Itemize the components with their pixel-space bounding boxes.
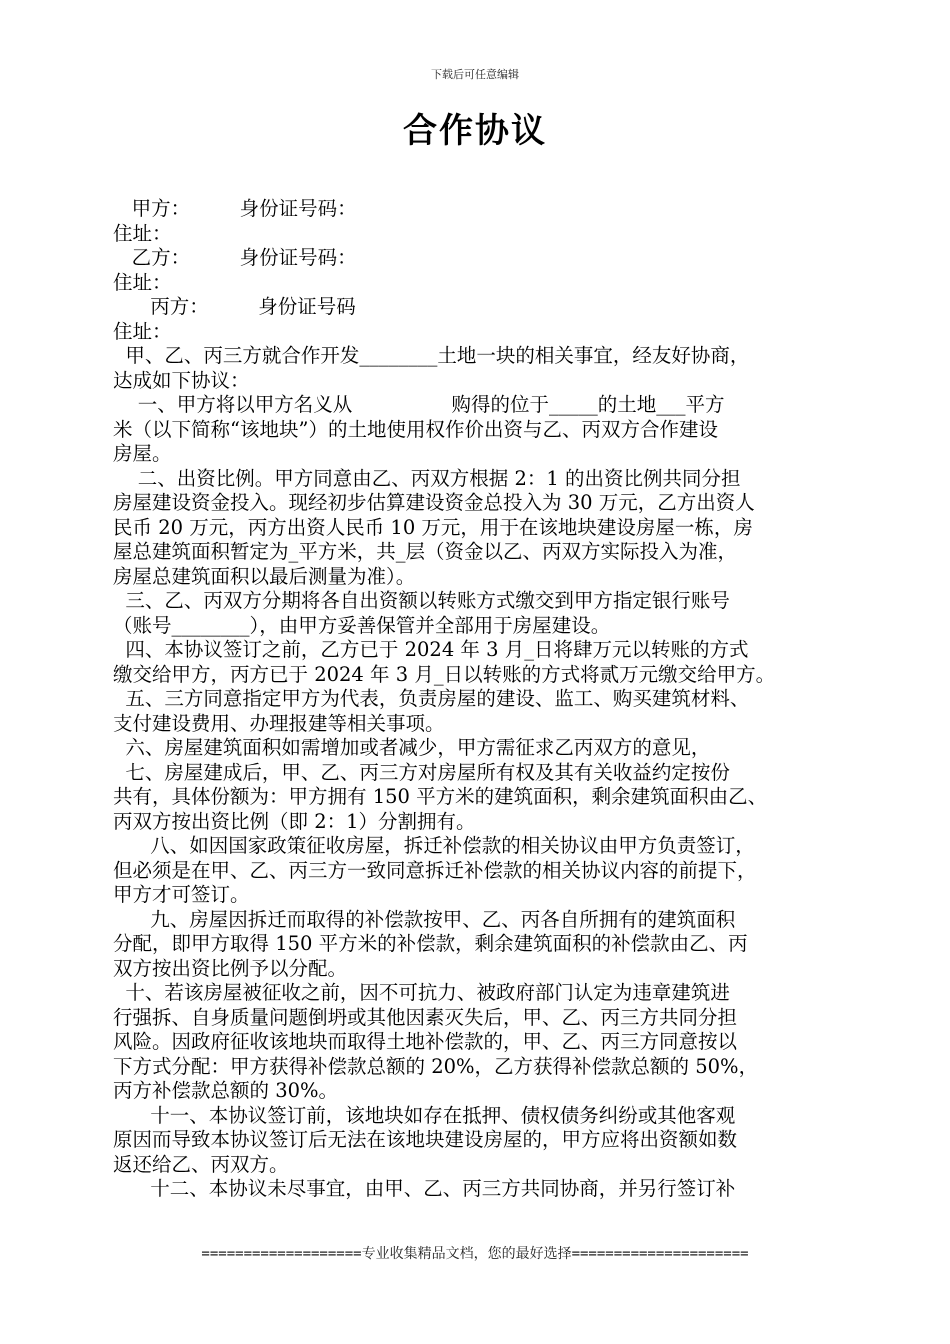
body-line: 三、乙、丙双方分期将各自出资额以转账方式缴交到甲方指定银行账号: [113, 589, 730, 612]
body-line: 房屋总建筑面积以最后测量为准）。: [113, 564, 416, 588]
body-line: 二、出资比例。甲方同意由乙、丙双方根据 2：1 的出资比例共同分担: [113, 466, 741, 490]
body-line: （账号________），由甲方妥善保管并全部用于房屋建设。: [113, 613, 611, 637]
body-line: 九、房屋因拆迁而取得的补偿款按甲、乙、丙各自所拥有的建筑面积: [113, 907, 736, 931]
body-line: 住址：: [113, 221, 172, 245]
body-line: 丙方补偿款总额的 30%。: [113, 1079, 339, 1102]
body-line: 缴交给甲方，丙方已于 2024 年 3 月_日以转账的方式将贰万元缴交给甲方。: [113, 662, 776, 686]
body-line: 达成如下协议：: [113, 368, 250, 392]
body-line: 十二、本协议未尽事宜，由甲、乙、丙三方共同协商，并另行签订补: [113, 1177, 736, 1200]
body-line: 屋总建筑面积暂定为_平方米，共_层（资金以乙、丙双方实际投入为准，: [113, 540, 738, 563]
body-line: 甲方： 身份证号码：: [113, 197, 357, 220]
body-line: 五、三方同意指定甲方为代表，负责房屋的建设、监工、购买建筑材料、: [113, 687, 750, 710]
body-line: 丙双方按出资比例（即 2：1）分割拥有。: [113, 809, 476, 833]
body-line: 米（以下简称“该地块”）的土地使用权作价出资与乙、丙双方合作建设: [113, 417, 718, 441]
body-line: 房屋建设资金投入。现经初步估算建设资金总投入为 30 万元，乙方出资人: [113, 491, 755, 514]
body-line: 乙方： 身份证号码：: [113, 246, 357, 269]
body-line: 四、本协议签订之前，乙方已于 2024 年 3 月_日将肆万元以转账的方式: [113, 638, 749, 661]
body-line: 但必须是在甲、乙、丙三方一致同意拆迁补偿款的相关协议内容的前提下，: [113, 858, 757, 882]
body-line: 丙方： 身份证号码: [113, 295, 356, 318]
body-line: 十、若该房屋被征收之前，因不可抗力、被政府部门认定为违章建筑进: [113, 981, 730, 1004]
header-note: 下载后可任意编辑: [431, 68, 519, 81]
body-line: 分配，即甲方取得 150 平方米的补偿款，剩余建筑面积的补偿款由乙、丙: [113, 932, 748, 955]
body-line: 一、甲方将以甲方名义从 购得的位于_____的土地___平方: [113, 393, 725, 416]
body-line: 下方式分配：甲方获得补偿款总额的 20%，乙方获得补偿款总额的 50%，: [113, 1054, 759, 1078]
body-line: 甲方才可签订。: [113, 883, 250, 906]
body-line: 住址：: [113, 319, 172, 343]
body-line: 共有，具体份额为：甲方拥有 150 平方米的建筑面积，剩余建筑面积由乙、: [113, 785, 768, 808]
body-line: 双方按出资比例予以分配。: [113, 956, 348, 980]
agreement-body: [113, 197, 853, 1202]
body-line: 原因而导致本协议签订后无法在该地块建设房屋的，甲方应将出资额如数: [113, 1128, 738, 1151]
body-line: 七、房屋建成后，甲、乙、丙三方对房屋所有权及其有关收益约定按份: [113, 760, 730, 784]
body-line: 返还给乙、丙双方。: [113, 1152, 289, 1176]
footer-banner: ===================专业收集精品文档，您的最好选择=====================: [201, 1246, 749, 1262]
body-line: 住址：: [113, 270, 172, 294]
body-line: 行强拆、自身质量问题倒坍或其他因素灭失后，甲、乙、丙三方共同分担: [113, 1005, 738, 1029]
body-line: 六、房屋建筑面积如需增加或者减少，甲方需征求乙丙双方的意见，: [113, 736, 711, 759]
body-line: 十一、本协议签订前，该地块如存在抵押、债权债务纠纷或其他客观: [113, 1103, 736, 1127]
body-line: 八、如因国家政策征收房屋，拆迁补偿款的相关协议由甲方负责签订，: [113, 834, 755, 857]
body-line: 风险。因政府征收该地块而取得土地补偿款的，甲、乙、丙三方同意按以: [113, 1030, 738, 1053]
body-line: 甲、乙、丙三方就合作开发________土地一块的相关事宜，经友好协商，: [113, 344, 750, 367]
body-line: 支付建设费用、办理报建等相关事项。: [113, 711, 445, 735]
document-title: 合作协议: [403, 111, 547, 151]
body-line: 房屋。: [113, 442, 172, 465]
body-line: 民币 20 万元，丙方出资人民币 10 万元，用于在该地块建设房屋一栋，房: [113, 515, 753, 539]
